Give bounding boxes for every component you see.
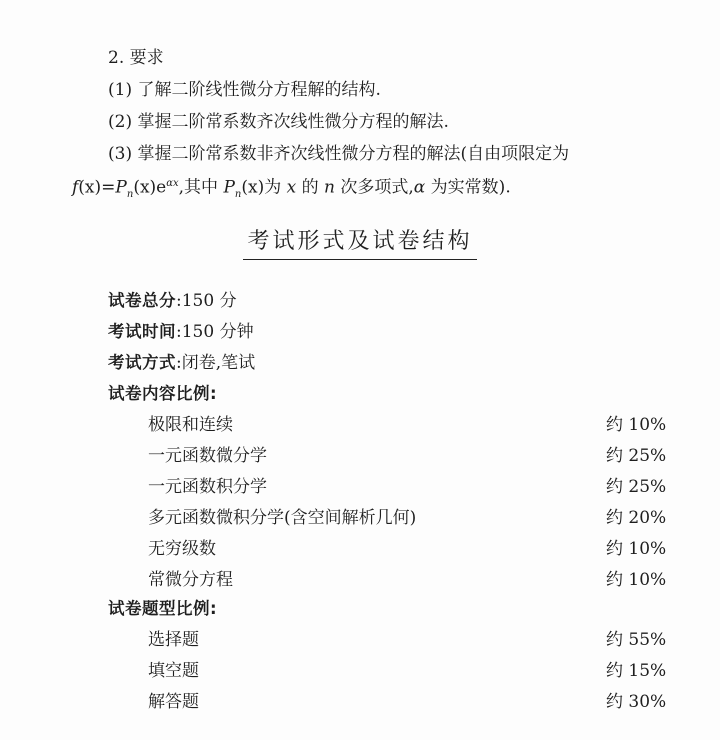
formula-p: P	[223, 177, 235, 198]
content-ratio-item: 多元函数微积分学(含空间解析几何)	[148, 508, 417, 528]
type-ratio-heading: 试卷题型比例:	[108, 599, 218, 618]
content-ratio-pct: 约 10%	[606, 570, 667, 590]
formula-exponent: αx	[166, 178, 179, 189]
content-ratio-pct: 约 10%	[606, 539, 667, 559]
section-title	[0, 224, 720, 260]
formula-p: P	[115, 177, 127, 198]
type-ratio-item: 填空题	[148, 661, 199, 681]
content-ratio-pct: 约 25%	[606, 477, 667, 497]
exam-info-value: :150 分钟	[176, 322, 254, 342]
type-ratio-item: 解答题	[148, 692, 199, 712]
requirement-item-3: (3) 掌握二阶常系数非齐次线性微分方程的解法(自由项限定为	[108, 144, 570, 164]
formula-part: 为实常数).	[425, 177, 511, 198]
exam-info-value: :闭卷,笔试	[176, 353, 256, 373]
exam-total-score	[108, 289, 237, 313]
formula-line	[72, 172, 511, 207]
formula-n: n	[324, 177, 335, 198]
formula-part: (x)=	[78, 177, 116, 198]
formula-part: 的	[296, 177, 325, 198]
content-ratio-pct: 约 20%	[606, 508, 667, 528]
exam-method	[108, 351, 255, 375]
formula-part: 为	[264, 177, 287, 198]
exam-info-label: 试卷总分	[108, 291, 176, 310]
content-ratio-heading: 试卷内容比例:	[108, 384, 218, 403]
exam-info-label: 考试时间	[108, 322, 176, 341]
formula-x: x	[286, 177, 297, 198]
formula-part: (x)	[241, 177, 265, 198]
formula-part: (x)e	[133, 177, 167, 198]
content-ratio-item: 无穷级数	[148, 539, 216, 559]
type-ratio-pct: 约 15%	[606, 661, 667, 681]
content-ratio-item: 极限和连续	[148, 415, 233, 435]
requirement-item-1: (1) 了解二阶线性微分方程解的结构.	[108, 80, 381, 100]
formula-f: f	[72, 177, 79, 198]
formula-alpha: α	[413, 177, 426, 198]
formula-sub-n: n	[234, 189, 242, 201]
content-ratio-item: 一元函数积分学	[148, 477, 267, 497]
exam-duration	[108, 320, 254, 344]
content-ratio-pct: 约 10%	[606, 415, 667, 435]
type-ratio-item: 选择题	[148, 630, 199, 650]
type-ratio-pct: 约 30%	[606, 692, 667, 712]
type-ratio-pct: 约 55%	[606, 630, 667, 650]
requirement-item-2: (2) 掌握二阶常系数齐次线性微分方程的解法.	[108, 112, 449, 132]
content-ratio-item: 一元函数微分学	[148, 446, 267, 466]
section-title-text: 考试形式及试卷结构	[243, 224, 476, 260]
content-ratio-item: 常微分方程	[148, 570, 233, 590]
content-ratio-pct: 约 25%	[606, 446, 667, 466]
exam-info-value: :150 分	[176, 291, 237, 311]
formula-part: ,其中	[178, 177, 224, 198]
exam-info-label: 考试方式	[108, 353, 176, 372]
formula-sub-n: n	[126, 189, 134, 201]
requirements-heading: 2. 要求	[108, 48, 164, 68]
formula-part: 次多项式,	[334, 177, 414, 198]
